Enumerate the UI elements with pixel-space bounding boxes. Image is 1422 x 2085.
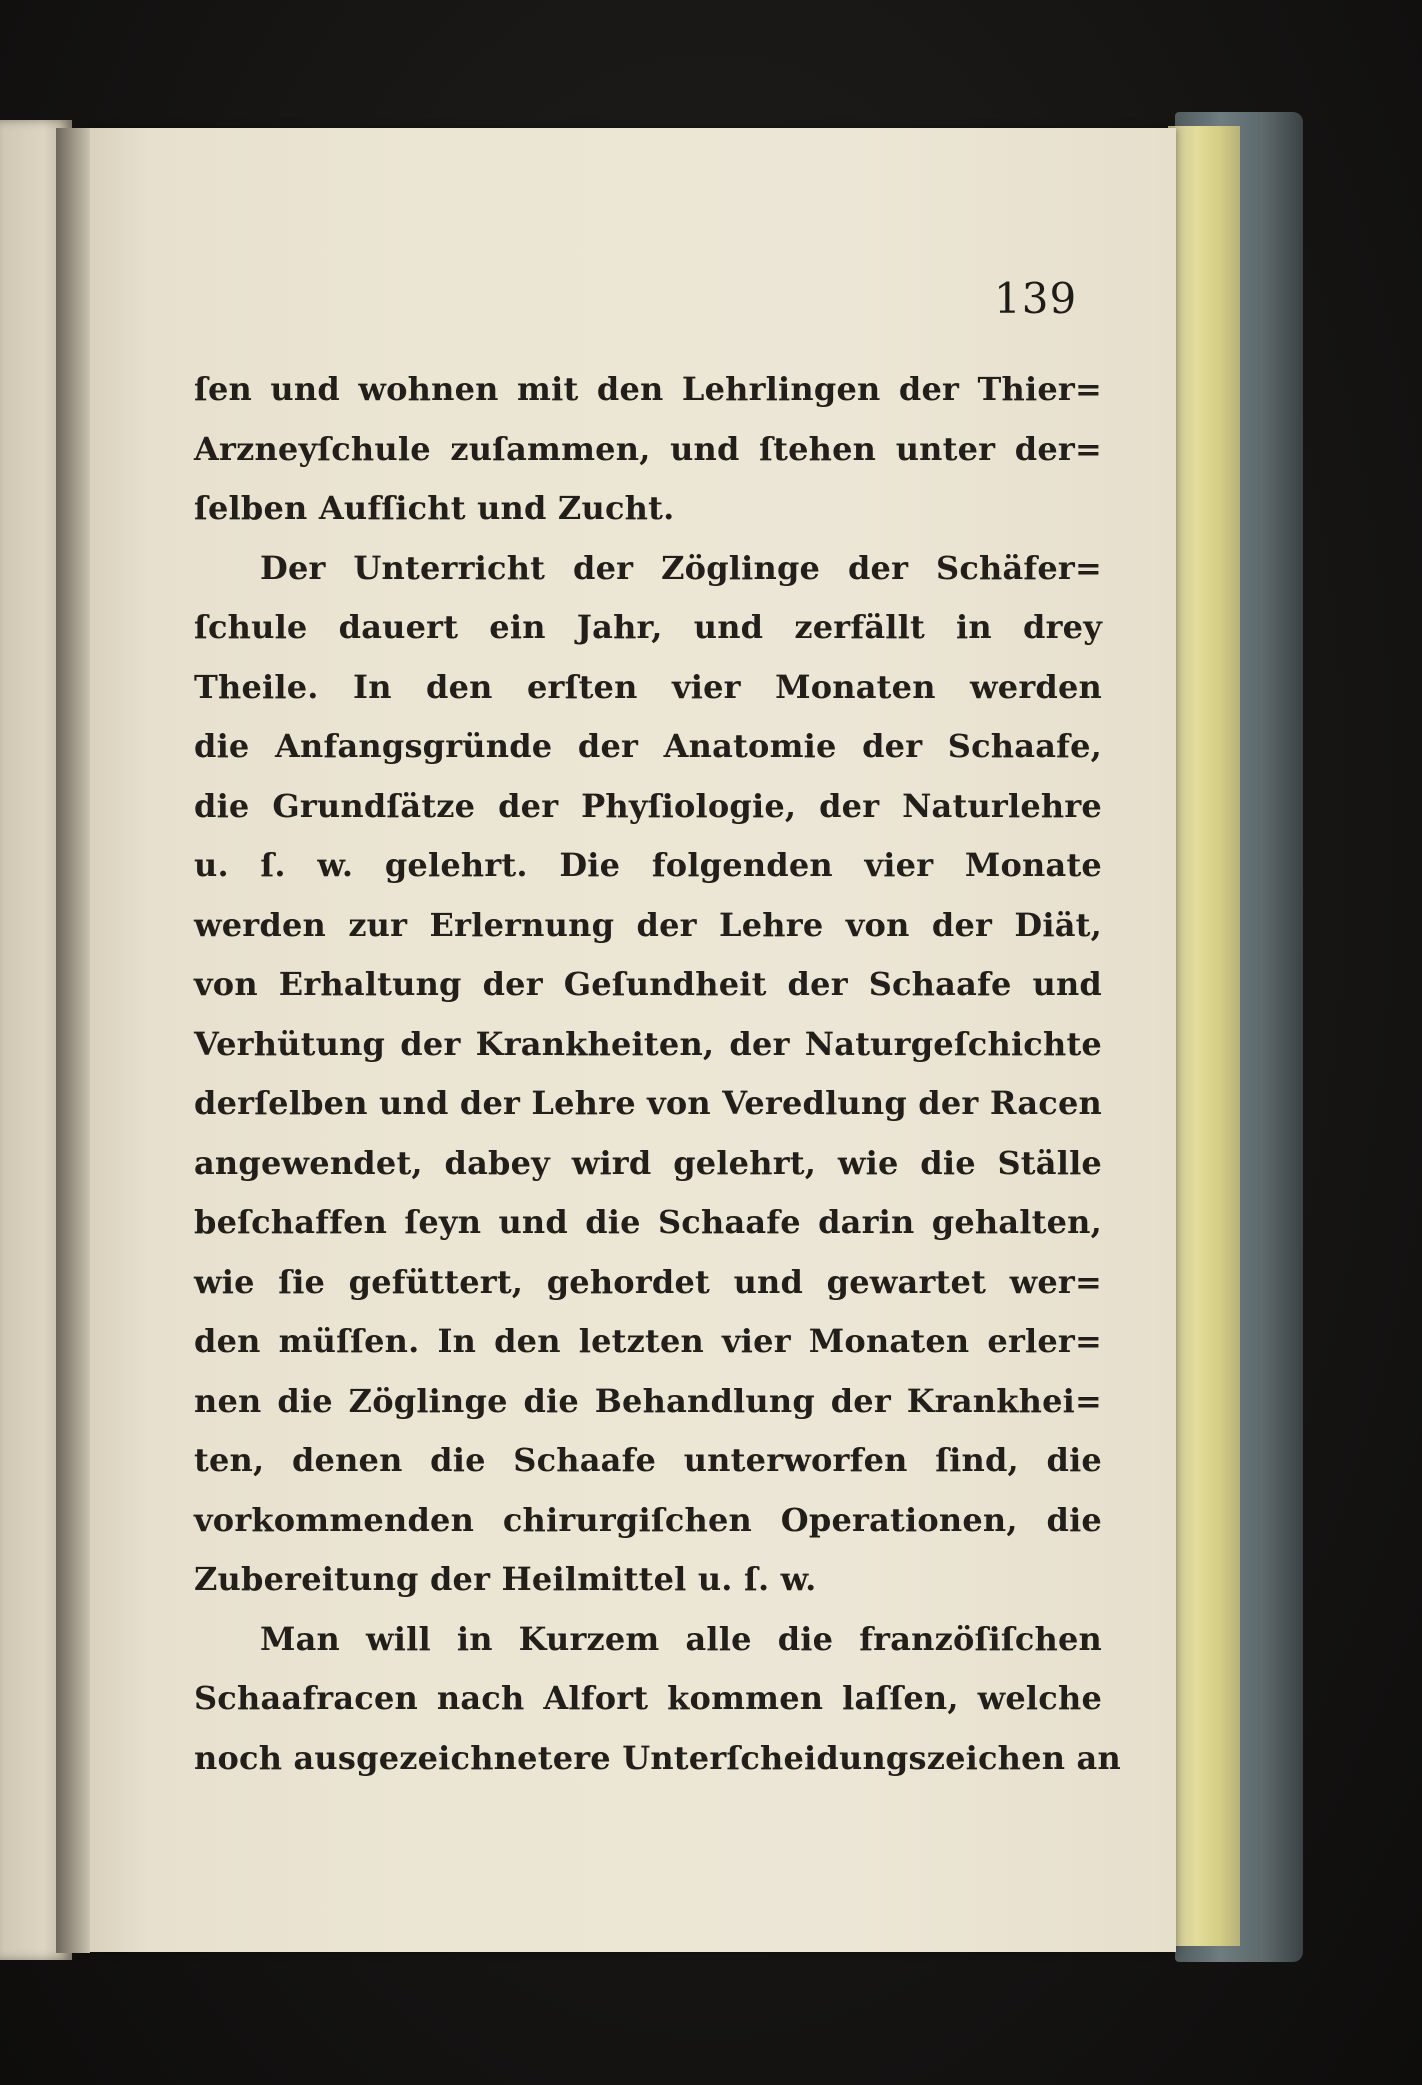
text-line: ſen und wohnen mit den Lehrlingen der Thier= [194, 370, 1102, 408]
text-line: ten, denen die Schaafe unterworfen ſind, die [194, 1441, 1102, 1479]
text-line: ſchule dauert ein Jahr, und zerfällt in drey [194, 608, 1102, 646]
text-line: Man will in Kurzem alle die franzöſiſchen [260, 1619, 1102, 1658]
text-line: von Erhaltung der Geſundheit der Schaafe und [194, 965, 1102, 1003]
page-number: 139 [994, 274, 1078, 323]
text-line: die Grundſätze der Phyſiologie, der Naturlehre [194, 786, 1102, 825]
book-gutter [56, 128, 90, 1953]
text-line: wie ſie gefüttert, gehordet und gewartet wer= [194, 1262, 1102, 1301]
text-line: die Anfangsgründe der Anatomie der Schaafe, [194, 727, 1102, 765]
text-line: Theile. In den erſten vier Monaten werden [194, 667, 1102, 706]
text-line: nen die Zöglinge die Behandlung der Krankhei= [194, 1381, 1102, 1420]
page-fore-edge [1168, 126, 1240, 1946]
text-line: beſchaffen ſeyn und die Schaafe darin gehalten, [194, 1203, 1102, 1241]
text-line: Verhütung der Krankheiten, der Naturgeſchichte [194, 1024, 1102, 1063]
text-line: ſelben Aufſicht und Zucht. [194, 489, 675, 527]
text-line: den müſſen. In den letzten vier Monaten erler= [194, 1322, 1102, 1360]
text-line: Zubereitung der Heilmittel u. ſ. w. [194, 1560, 817, 1598]
text-line: noch ausgezeichnetere Unterſcheidungszeichen an [194, 1738, 1121, 1777]
book-page [84, 128, 1176, 1952]
text-line: angewendet, dabey wird gelehrt, wie die Ställe [194, 1143, 1102, 1182]
text-line: vorkommenden chirurgiſchen Operationen, die [194, 1500, 1102, 1539]
text-line: u. ſ. w. gelehrt. Die folgenden vier Monate [194, 846, 1102, 884]
text-line: Schaafracen nach Alfort kommen laſſen, welche [194, 1679, 1102, 1717]
text-line: Arzneyſchule zuſammen, und ſtehen unter der= [194, 429, 1102, 468]
text-line: Der Unterricht der Zöglinge der Schäfer= [260, 548, 1102, 587]
text-line: werden zur Erlernung der Lehre von der Diät, [194, 905, 1102, 944]
page-text-block [194, 360, 1121, 1788]
text-line: derſelben und der Lehre von Veredlung der Racen [194, 1084, 1102, 1122]
